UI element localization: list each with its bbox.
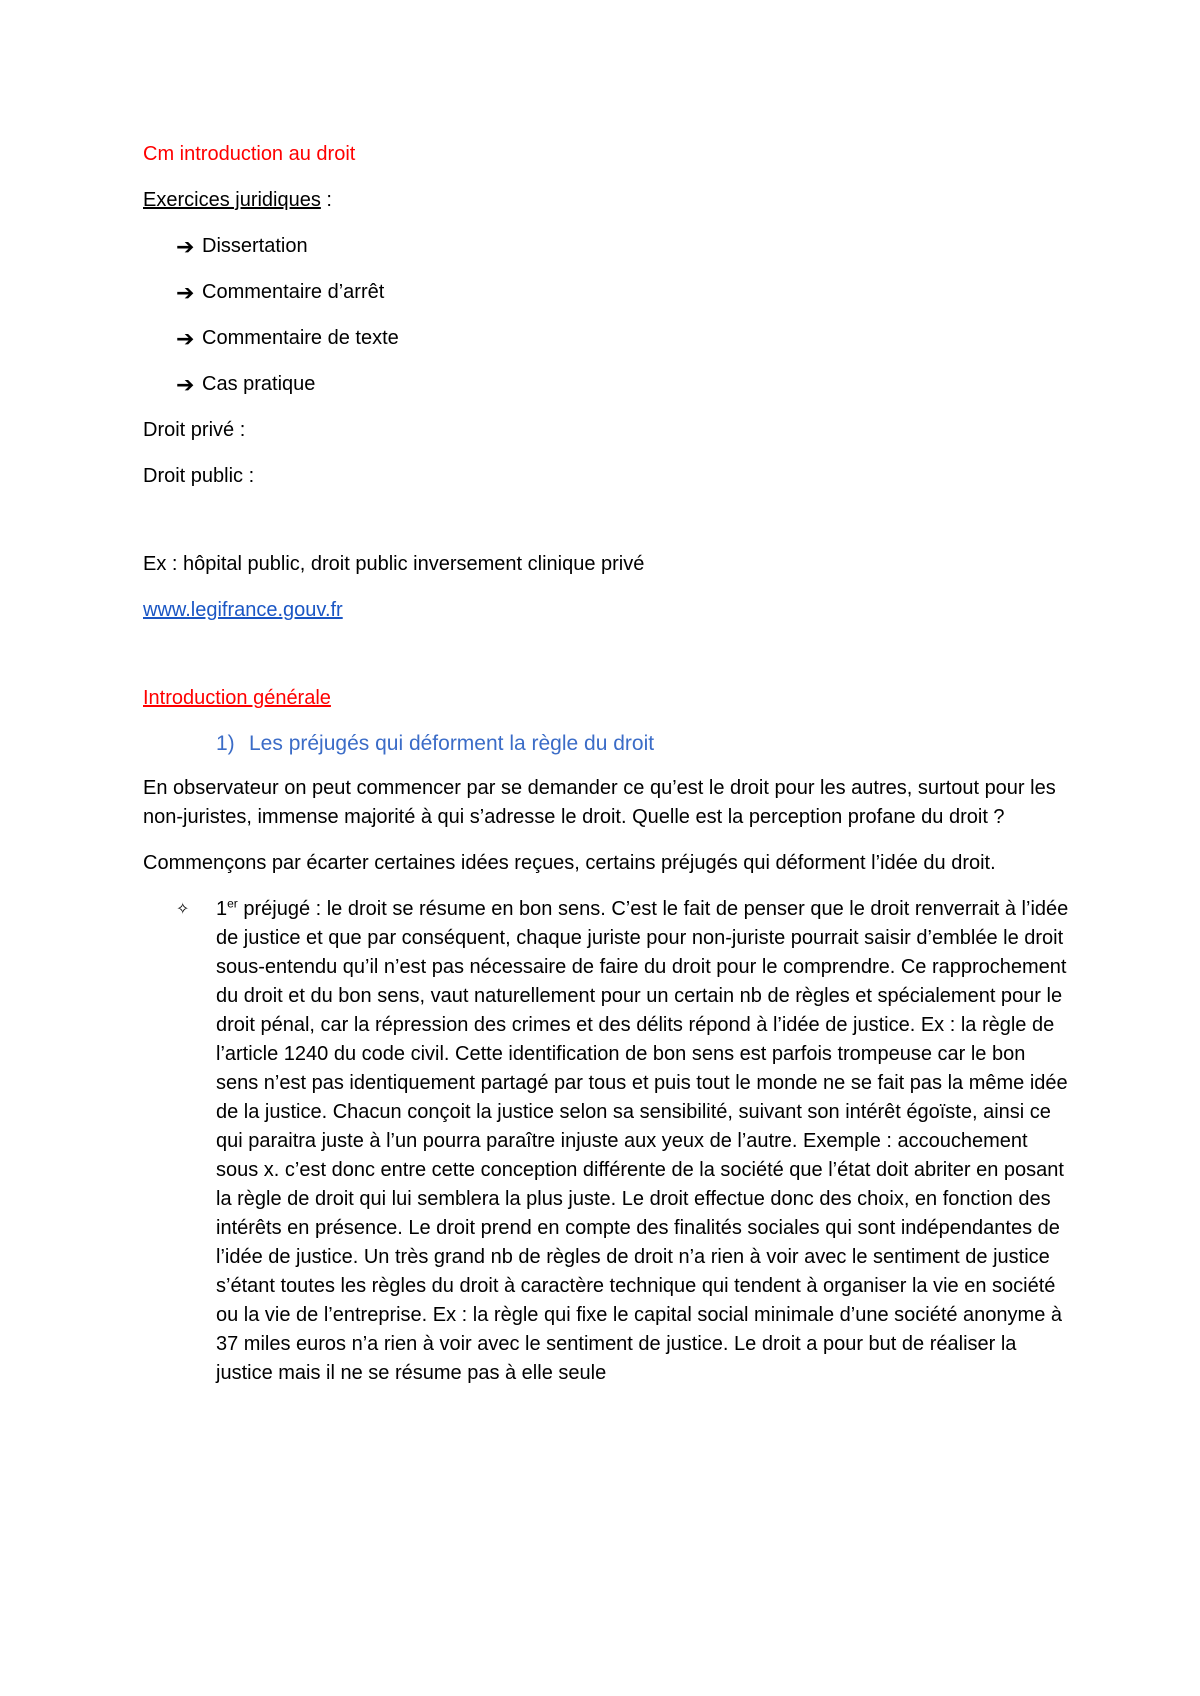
droit-prive-line: Droit privé :: [143, 419, 246, 441]
bullet-text: [216, 895, 1073, 1388]
exercices-list: [143, 232, 1073, 399]
bullet-superscript: er: [227, 896, 238, 911]
section-title: Introduction générale: [143, 687, 331, 709]
arrow-right-icon: ➔: [176, 280, 195, 305]
subsection-number: 1): [216, 732, 235, 755]
exercices-label: Exercices juridiques: [143, 189, 321, 211]
arrow-right-icon: ➔: [176, 234, 195, 259]
list-item-label: Dissertation: [202, 235, 308, 257]
document-title: Cm introduction au droit: [143, 143, 356, 165]
subsection-heading: [216, 729, 1073, 758]
arrow-right-icon: ➔: [176, 372, 195, 397]
spacer: [143, 642, 1073, 684]
list-item-label: Commentaire d’arrêt: [202, 281, 385, 303]
bullet-body: préjugé : le droit se résume en bon sens. C’est le fait de penser que le droit renverrait à l’idée de justice et que par conséquent, chaque juriste pour non-juriste pourrait saisir d’emblée le droit sous-entendu qu’il n’est pas nécessaire de faire du droit pour le comprendre. Ce rapprochement du droit et du bon sens, vaut naturellement pour un certain nb de règles et spécialement pour le droit pénal, car la répression des crimes et des délits répond à l’idée de justice. Ex : la règle de l’article 1240 du code civil. Cette identification de bon sens est parfois trompeuse car le bon sens n’est pas identiquement partagé par tous et puis tout le monde ne se fait pas la même idée de la justice. Chacun conçoit la justice selon sa sensibilité, suivant son intérêt égoïste, ainsi ce qui paraitra juste à l’un pourra paraître injuste aux yeux de l’autre. Exemple : accouchement sous x. c’est donc entre cette conception différente de la société que l’état doit abriter en posant la règle de droit qui lui semblera la plus juste. Le droit effectue donc des choix, en fonction des intérêts en présence. Le droit prend en compte des finalités sociales qui sont indépendantes de l’idée de justice. Un très grand nb de règles de droit n’a rien à voir avec le sentiment de justice s’étant toutes les règles du droit à caractère technique qui tendent à organiser la vie en société ou la vie de l’entreprise. Ex : la règle qui fixe le capital social minimale d’une société anonyme à 37 miles euros n’a rien à voir avec le sentiment de justice. Le droit a pour but de réaliser la justice mais il ne se résume pas à elle seule: [216, 898, 1069, 1384]
list-item-label: Commentaire de texte: [202, 327, 399, 349]
exercices-suffix: :: [320, 189, 332, 211]
list-item: [176, 324, 1073, 353]
paragraph-2: Commençons par écarter certaines idées reçues, certains préjugés qui déforment l’idée du droit.: [143, 852, 996, 874]
arrow-right-icon: ➔: [176, 326, 195, 351]
exercices-heading: [143, 186, 1073, 215]
legifrance-link-line: [143, 596, 1073, 625]
legifrance-link[interactable]: www.legifrance.gouv.fr: [143, 599, 343, 621]
droit-public-line: Droit public :: [143, 465, 255, 487]
example-line: Ex : hôpital public, droit public inversement clinique privé: [143, 553, 645, 575]
list-item: [176, 232, 1073, 261]
subsection-label: Les préjugés qui déforment la règle du droit: [249, 732, 655, 755]
document-page: [143, 140, 1073, 1388]
four-point-star-bullet-icon: ✧: [176, 901, 190, 918]
list-item: [176, 278, 1073, 307]
list-item: [176, 370, 1073, 399]
list-item-label: Cas pratique: [202, 373, 316, 395]
bullet-number: 1: [216, 898, 228, 920]
paragraph-1: En observateur on peut commencer par se demander ce qu’est le droit pour les autres, surtout pour les non-juristes, immense majorité à qui s’adresse le droit. Quelle est la perception profane du droit ?: [143, 777, 1056, 828]
bullet-item: [176, 895, 1073, 1388]
spacer: [143, 508, 1073, 550]
